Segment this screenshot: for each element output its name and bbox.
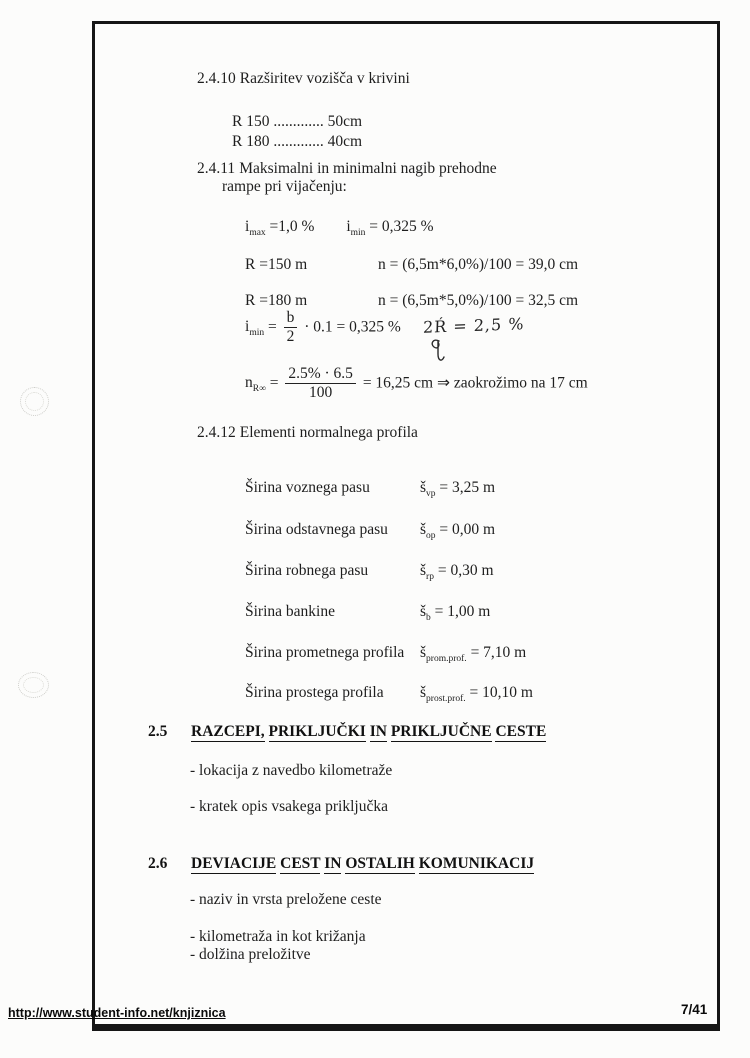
profile-row-label: Širina prometnega profila: [245, 644, 405, 661]
section-title: Elementi normalnega profila: [239, 424, 418, 441]
scan-artifact-smudge: [18, 672, 49, 698]
profile-row-value: $š_{prost.prof.} = 10,10$ m: [420, 684, 533, 704]
section-2-6-number: 2.6: [148, 855, 168, 872]
section-number: 2.4.10: [197, 70, 236, 87]
bullet-item: - kratek opis vsakega priključka: [190, 798, 388, 815]
n-rinf-formula: [245, 366, 588, 402]
section-number: 2.4.11: [197, 160, 236, 177]
page-number: 7/41: [681, 1002, 708, 1017]
section-2-4-11-heading: [197, 160, 497, 196]
profile-row-label: Širina prostega profila: [245, 684, 384, 701]
section-title-line1: Maksimalni in minimalni nagib prehodne: [239, 160, 497, 177]
imax-value: =1,0 %: [269, 218, 315, 235]
radius-widening-row: R 180 ............. 40cm: [232, 133, 363, 150]
profile-row-value: $š_{rp} = 0,30$ m: [420, 562, 494, 582]
profile-row-label: Širina voznega pasu: [245, 479, 370, 496]
imin-value: = 0,325 %: [369, 218, 434, 235]
imin-symbol: $i_{min}$: [245, 318, 265, 339]
scan-artifact-smudge-ring: [23, 677, 44, 693]
handwritten-squiggle: [428, 338, 446, 366]
imin-fraction-formula: [245, 310, 401, 346]
fraction-b-over-2: $\frac{b}{2}$: [284, 310, 298, 346]
profile-row-value: $š_b = 1,00$ m: [420, 603, 491, 623]
imin-formula-rest: · 0.1 = 0,325 %: [304, 318, 401, 336]
profile-row-label: Širina bankine: [245, 603, 335, 620]
section-2-4-12-heading: [197, 424, 418, 442]
radius-180-label: R =180 m: [245, 292, 308, 309]
imax-symbol: $i_{max}$: [245, 218, 266, 238]
bullet-item: - lokacija z navedbo kilometraže: [190, 762, 393, 779]
profile-row-value: $š_{op} = 0,00$ m: [420, 521, 496, 541]
equals-sign: =: [269, 374, 279, 392]
n-formula-result: = 16,25 cm ⇒ zaokrožimo na 17 cm: [362, 374, 588, 392]
footer-source-url: http://www.student-info.net/knjiznica: [8, 1006, 226, 1020]
bullet-item: - naziv in vrsta preložene ceste: [190, 891, 382, 908]
section-number: 2.4.12: [197, 424, 236, 441]
section-2-4-10-heading: [197, 70, 410, 88]
section-title: Razširitev vozišča v krivini: [239, 70, 410, 87]
profile-row-label: Širina odstavnega pasu: [245, 521, 388, 538]
section-2-5-title: RAZCEPI, PRIKLJUČKI IN PRIKLJUČNE CESTE: [191, 723, 547, 740]
scan-artifact-smudge: [20, 387, 49, 416]
imax-imin-formula: [245, 218, 434, 238]
radius-widening-row: R 150 ............. 50cm: [232, 113, 363, 130]
profile-row-label: Širina robnega pasu: [245, 562, 369, 579]
ramp-height-150-formula: n = (6,5m*6,0%)/100 = 39,0 cm: [378, 256, 579, 273]
n-symbol: $n_{R\infty}$: [245, 374, 266, 395]
profile-row-value: $š_{vp} = 3,25$ m: [420, 479, 496, 499]
section-title-line2: rampe pri vijačenju:: [222, 178, 347, 195]
bullet-item: - kilometraža in kot križanja: [190, 928, 366, 945]
bullet-item: - dolžina preložitve: [190, 946, 311, 963]
profile-row-value: $š_{prom.prof.} = 7,10$ m: [420, 644, 527, 664]
imin-symbol: $i_{min}$: [346, 218, 366, 238]
fraction-percent: $\frac{2.5\% \cdot 6.5}{100}$: [285, 366, 356, 402]
section-2-6-title: DEVIACIJE CEST IN OSTALIH KOMUNIKACIJ: [191, 855, 535, 872]
handwritten-correction-note: 2Ŕ = 2,5 %: [422, 314, 525, 337]
scan-artifact-smudge-ring: [25, 392, 44, 411]
ramp-height-180-formula: n = (6,5m*5,0%)/100 = 32,5 cm: [378, 292, 579, 309]
section-2-5-number: 2.5: [148, 723, 168, 740]
equals-sign: =: [267, 318, 277, 336]
radius-150-label: R =150 m: [245, 256, 308, 273]
